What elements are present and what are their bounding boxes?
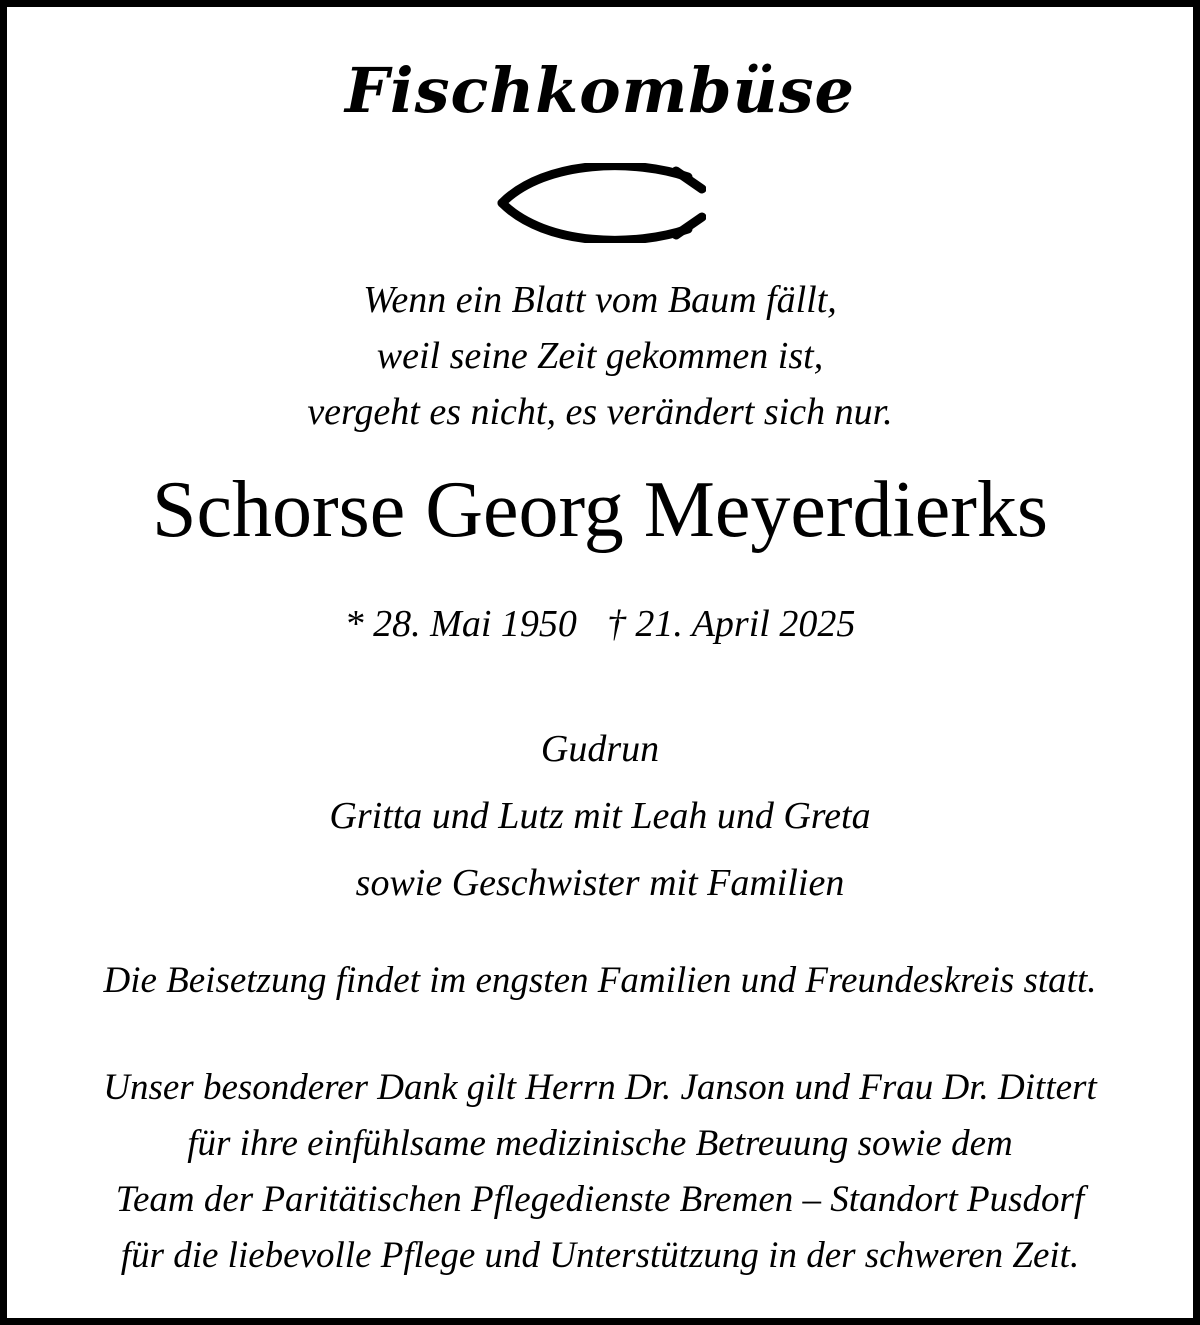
memorial-quote [0, 272, 1200, 440]
deceased-name: Schorse Georg Meyerdierks [151, 466, 1049, 554]
burial-notice: Die Beisetzung findet im engsten Familien und Freundeskreis statt. [103, 960, 1097, 1001]
life-dates [0, 596, 1200, 652]
quote-line: vergeht es nicht, es verändert sich nur. [307, 391, 893, 433]
mourners-list [0, 716, 1200, 917]
mourner-line: Gritta und Lutz mit Leah und Greta [329, 795, 871, 837]
birth-date: * 28. Mai 1950 [344, 603, 577, 645]
thanks-line: für ihre einfühlsame medizinische Betreuung sowie dem [187, 1123, 1013, 1164]
quote-line: Wenn ein Blatt vom Baum fällt, [363, 279, 837, 321]
thanks-line: Team der Paritätischen Pflegedienste Bremen – Standort Pusdorf [115, 1179, 1085, 1220]
thanks-line: für die liebevolle Pflege und Unterstützung in der schweren Zeit. [120, 1235, 1080, 1276]
mourner-line: Gudrun [540, 728, 660, 770]
thanks-line: Unser besonderer Dank gilt Herrn Dr. Janson und Frau Dr. Dittert [103, 1067, 1097, 1108]
header-logo-text: Fischkombüse [345, 54, 855, 127]
death-date: † 21. April 2025 [606, 603, 856, 645]
thanks-paragraph [0, 1060, 1200, 1284]
quote-line: weil seine Zeit gekommen ist, [376, 335, 824, 377]
ichthys-fish-icon [496, 163, 706, 243]
mourner-line: sowie Geschwister mit Familien [355, 862, 845, 904]
